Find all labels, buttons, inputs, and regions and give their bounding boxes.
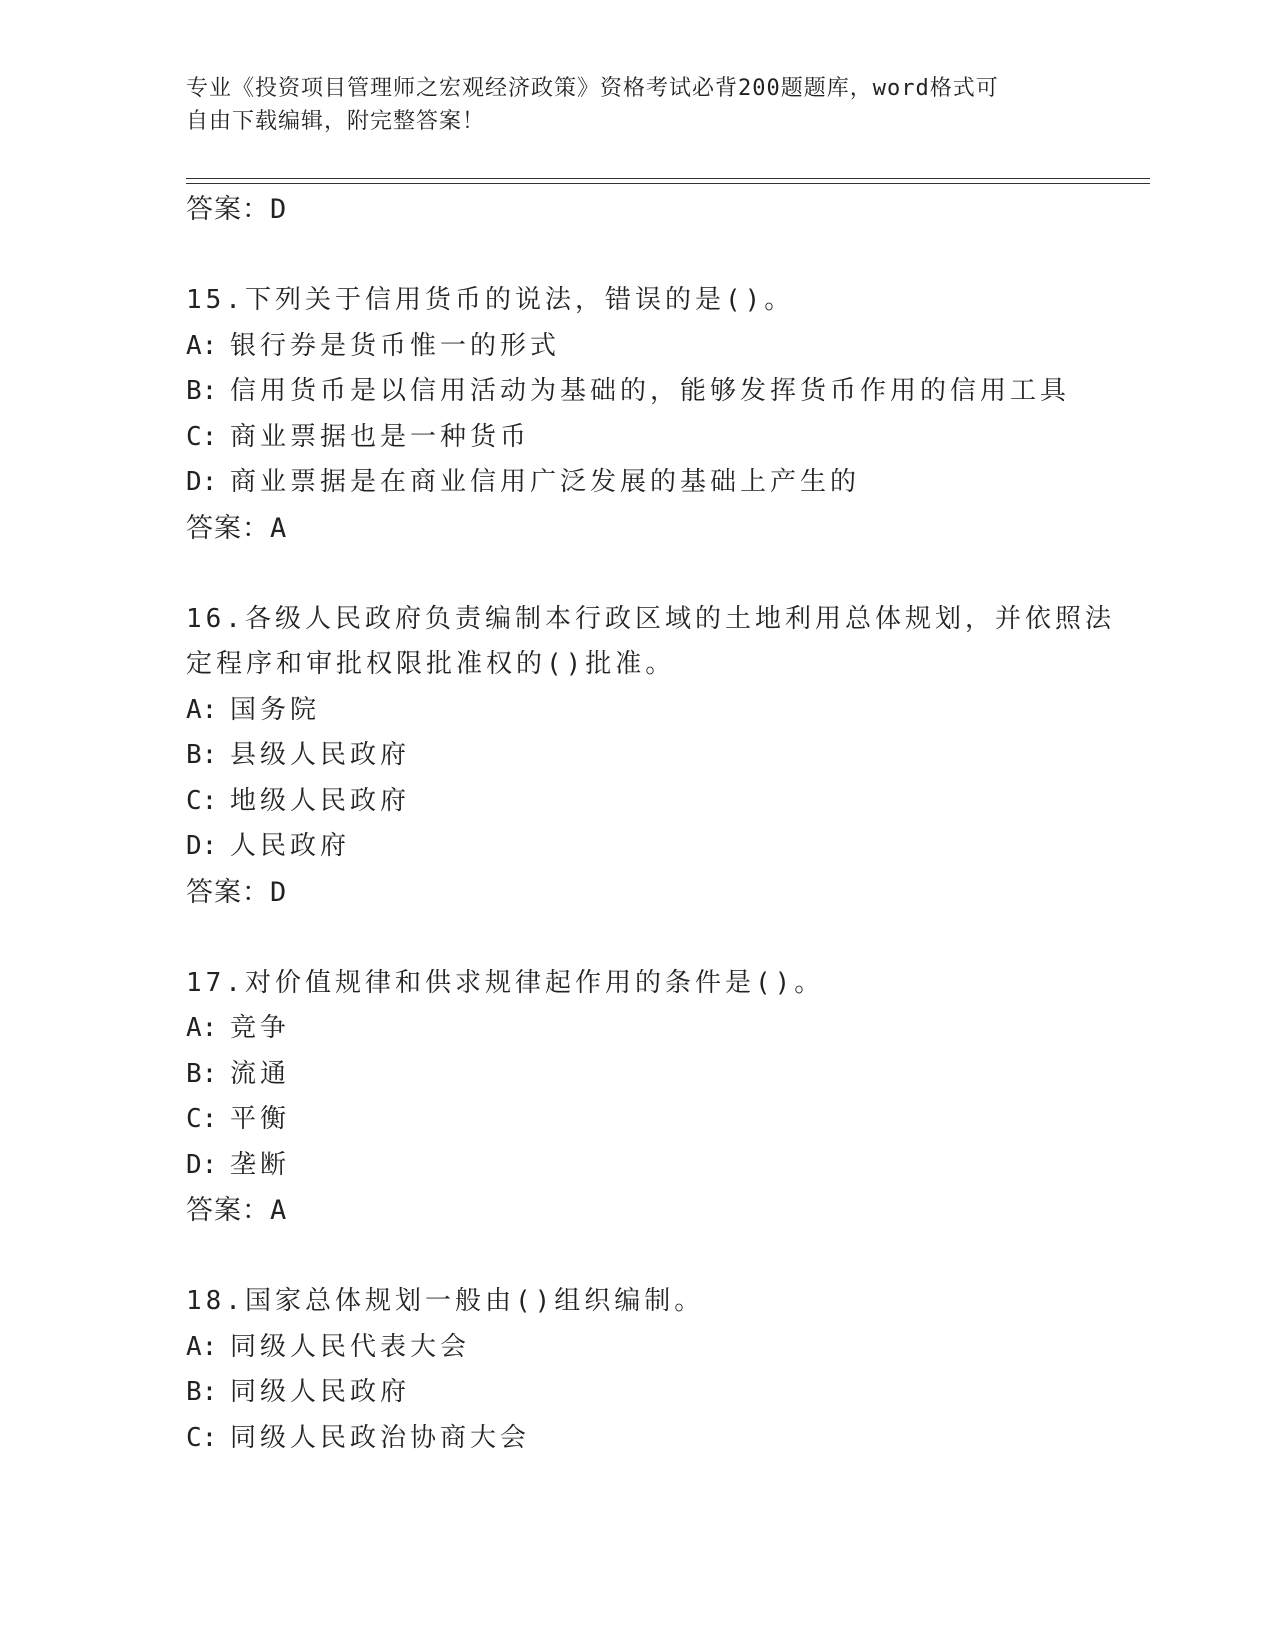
option-a <box>186 688 1150 734</box>
option-b <box>186 369 1150 415</box>
option-text: 流通 <box>230 1058 291 1089</box>
option-letter: D: <box>186 831 218 861</box>
option-text: 同级人民政府 <box>230 1377 411 1407</box>
answer-line <box>186 870 1150 916</box>
option-letter: C: <box>186 1422 218 1453</box>
question-block <box>186 1279 1150 1461</box>
question-stem: 17.对价值规律和供求规律起作用的条件是()。 <box>186 967 825 998</box>
header-rule-bottom <box>186 183 1150 184</box>
option-letter: B: <box>186 1377 218 1407</box>
option-letter: D: <box>186 467 218 497</box>
option-letter: C: <box>186 421 218 452</box>
answer-value: A <box>270 1195 288 1226</box>
spacer <box>186 1234 1150 1280</box>
answer-value: A <box>270 512 288 544</box>
question-stem: 18.国家总体规划一般由()组织编制。 <box>186 1286 705 1316</box>
option-b <box>186 1370 1150 1416</box>
header-rule-top <box>186 178 1150 179</box>
question-list <box>186 187 1150 1461</box>
option-text: 商业票据是在商业信用广泛发展的基础上产生的 <box>230 467 861 497</box>
option-c <box>186 779 1150 825</box>
question-stem-continued: 定程序和审批权限批准权的()批准。 <box>186 649 676 679</box>
option-text: 竞争 <box>230 1013 291 1043</box>
answer-label: 答案： <box>186 194 270 225</box>
option-text: 县级人民政府 <box>230 740 411 770</box>
option-letter: C: <box>186 1104 218 1134</box>
question-stem: 16.各级人民政府负责编制本行政区域的土地利用总体规划，并依照法 <box>186 603 1115 634</box>
option-letter: C: <box>186 785 218 816</box>
option-letter: B: <box>186 1058 218 1089</box>
answer-line <box>186 1188 1150 1234</box>
answer-label: 答案： <box>186 1195 270 1226</box>
option-b <box>186 733 1150 779</box>
option-letter: B: <box>186 740 218 770</box>
option-text: 地级人民政府 <box>230 785 411 816</box>
option-b <box>186 1052 1150 1098</box>
option-text: 商业票据也是一种货币 <box>230 421 531 452</box>
option-letter: A: <box>186 330 218 361</box>
option-text: 人民政府 <box>230 831 351 861</box>
option-text: 平衡 <box>230 1104 291 1134</box>
option-c <box>186 1416 1150 1462</box>
document-header <box>186 72 1086 138</box>
answer-line <box>186 187 1150 233</box>
option-letter: A: <box>186 694 218 725</box>
option-letter: D: <box>186 1149 218 1180</box>
header-line-1: 专业《投资项目管理师之宏观经济政策》资格考试必背200题题库，word格式可 <box>186 76 999 101</box>
answer-value: D <box>270 194 288 225</box>
option-text: 信用货币是以信用活动为基础的，能够发挥货币作用的信用工具 <box>230 376 1071 406</box>
option-d <box>186 824 1150 870</box>
option-d <box>186 460 1150 506</box>
option-letter: B: <box>186 376 218 406</box>
option-letter: A: <box>186 1013 218 1043</box>
header-line-2: 自由下载编辑，附完整答案！ <box>186 109 486 134</box>
spacer <box>186 915 1150 961</box>
answer-label: 答案： <box>186 512 270 544</box>
question-stem: 15.下列关于信用货币的说法，错误的是()。 <box>186 285 795 315</box>
option-text: 同级人民政治协商大会 <box>230 1422 531 1453</box>
spacer <box>186 233 1150 279</box>
option-a <box>186 324 1150 370</box>
answer-label: 答案： <box>186 876 270 908</box>
answer-line <box>186 506 1150 552</box>
question-block <box>186 597 1150 916</box>
option-text: 同级人民代表大会 <box>230 1331 471 1362</box>
option-c <box>186 415 1150 461</box>
option-a <box>186 1325 1150 1371</box>
option-c <box>186 1097 1150 1143</box>
option-text: 垄断 <box>230 1149 291 1180</box>
option-a <box>186 1006 1150 1052</box>
option-text: 银行券是货币惟一的形式 <box>230 330 561 361</box>
option-d <box>186 1143 1150 1189</box>
option-letter: A: <box>186 1331 218 1362</box>
spacer <box>186 551 1150 597</box>
option-text: 国务院 <box>230 694 321 725</box>
question-block <box>186 278 1150 551</box>
question-block <box>186 961 1150 1234</box>
answer-value: D <box>270 876 288 908</box>
